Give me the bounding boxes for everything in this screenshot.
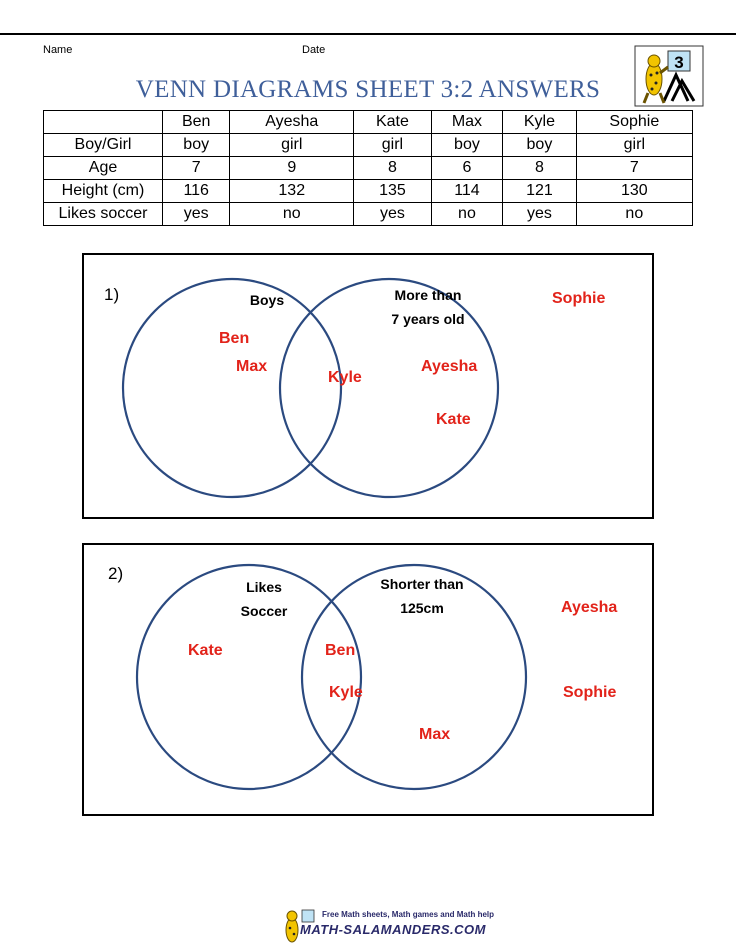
date-label: Date (302, 44, 326, 56)
answer-name: Kyle (328, 369, 362, 386)
table-cell: 8 (503, 157, 576, 180)
question-number: 1) (104, 285, 120, 304)
grade-badge: 3 (674, 53, 684, 72)
answer-name: Max (236, 358, 268, 375)
table-row-label: Age (44, 157, 163, 180)
set-label-right-line2: 125cm (400, 600, 444, 616)
table-row (44, 203, 693, 226)
table-cell: girl (230, 134, 354, 157)
table-cell: 9 (230, 157, 354, 180)
venn-diagram-2 (82, 543, 654, 816)
table-cell: no (431, 203, 502, 226)
answer-name: Ayesha (421, 358, 478, 375)
table-cell: 132 (230, 180, 354, 203)
table-cell: 6 (431, 157, 502, 180)
table-row (44, 134, 693, 157)
venn-diagram-1 (82, 253, 654, 519)
set-label-left: Boys (249, 292, 285, 308)
venn-1-left-circle (123, 279, 341, 497)
table-cell: no (230, 203, 354, 226)
table-column-header: Kyle (503, 111, 576, 134)
footer-site: MATH-SALAMANDERS.COM (300, 922, 486, 937)
table-cell: yes (354, 203, 432, 226)
answer-name: Sophie (552, 290, 606, 307)
table-column-header: Kate (354, 111, 432, 134)
table-cell: 7 (163, 157, 230, 180)
set-label-left-line2: Soccer (240, 603, 288, 619)
table-cell: boy (163, 134, 230, 157)
set-label-right-line1: Shorter than (380, 576, 464, 592)
answer-name: Ben (325, 642, 356, 659)
answer-name: Kate (436, 411, 471, 428)
set-label-left-line1: Likes (246, 579, 282, 595)
table-header-row (44, 111, 693, 134)
table-cell: 121 (503, 180, 576, 203)
page-title: VENN DIAGRAMS SHEET 3:2 ANSWERS (135, 76, 601, 103)
top-rule (0, 33, 736, 35)
math-salamanders-logo (634, 45, 704, 107)
name-label: Name (43, 44, 73, 56)
table-cell: no (576, 203, 692, 226)
table-row (44, 157, 693, 180)
table-cell: boy (431, 134, 502, 157)
table-cell: girl (354, 134, 432, 157)
table-row (44, 180, 693, 203)
table-cell: boy (503, 134, 576, 157)
answer-name: Kate (188, 642, 223, 659)
table-column-header: Ben (163, 111, 230, 134)
table-row-label: Height (cm) (44, 180, 163, 203)
set-label-right-line1: More than (394, 287, 462, 303)
table-column-header: Ayesha (230, 111, 354, 134)
table-cell: 114 (431, 180, 502, 203)
table-cell: 135 (354, 180, 432, 203)
table-corner-cell (44, 111, 163, 134)
table-row-label: Likes soccer (44, 203, 163, 226)
answer-name: Sophie (563, 684, 617, 701)
table-column-header: Max (431, 111, 502, 134)
pupil-data-table (43, 110, 693, 226)
answer-name: Kyle (329, 684, 363, 701)
answer-name: Ben (219, 330, 250, 347)
set-label-right-line2: 7 years old (391, 311, 465, 327)
table-cell: girl (576, 134, 692, 157)
answer-name: Ayesha (561, 599, 618, 616)
table-cell: 130 (576, 180, 692, 203)
table-row-label: Boy/Girl (44, 134, 163, 157)
question-number: 2) (108, 564, 124, 583)
table-cell: 116 (163, 180, 230, 203)
table-cell: 7 (576, 157, 692, 180)
table-column-header: Sophie (576, 111, 692, 134)
table-cell: yes (503, 203, 576, 226)
answer-name: Max (419, 726, 451, 743)
table-cell: 8 (354, 157, 432, 180)
footer-tagline: Free Math sheets, Math games and Math help (322, 910, 495, 919)
table-cell: yes (163, 203, 230, 226)
